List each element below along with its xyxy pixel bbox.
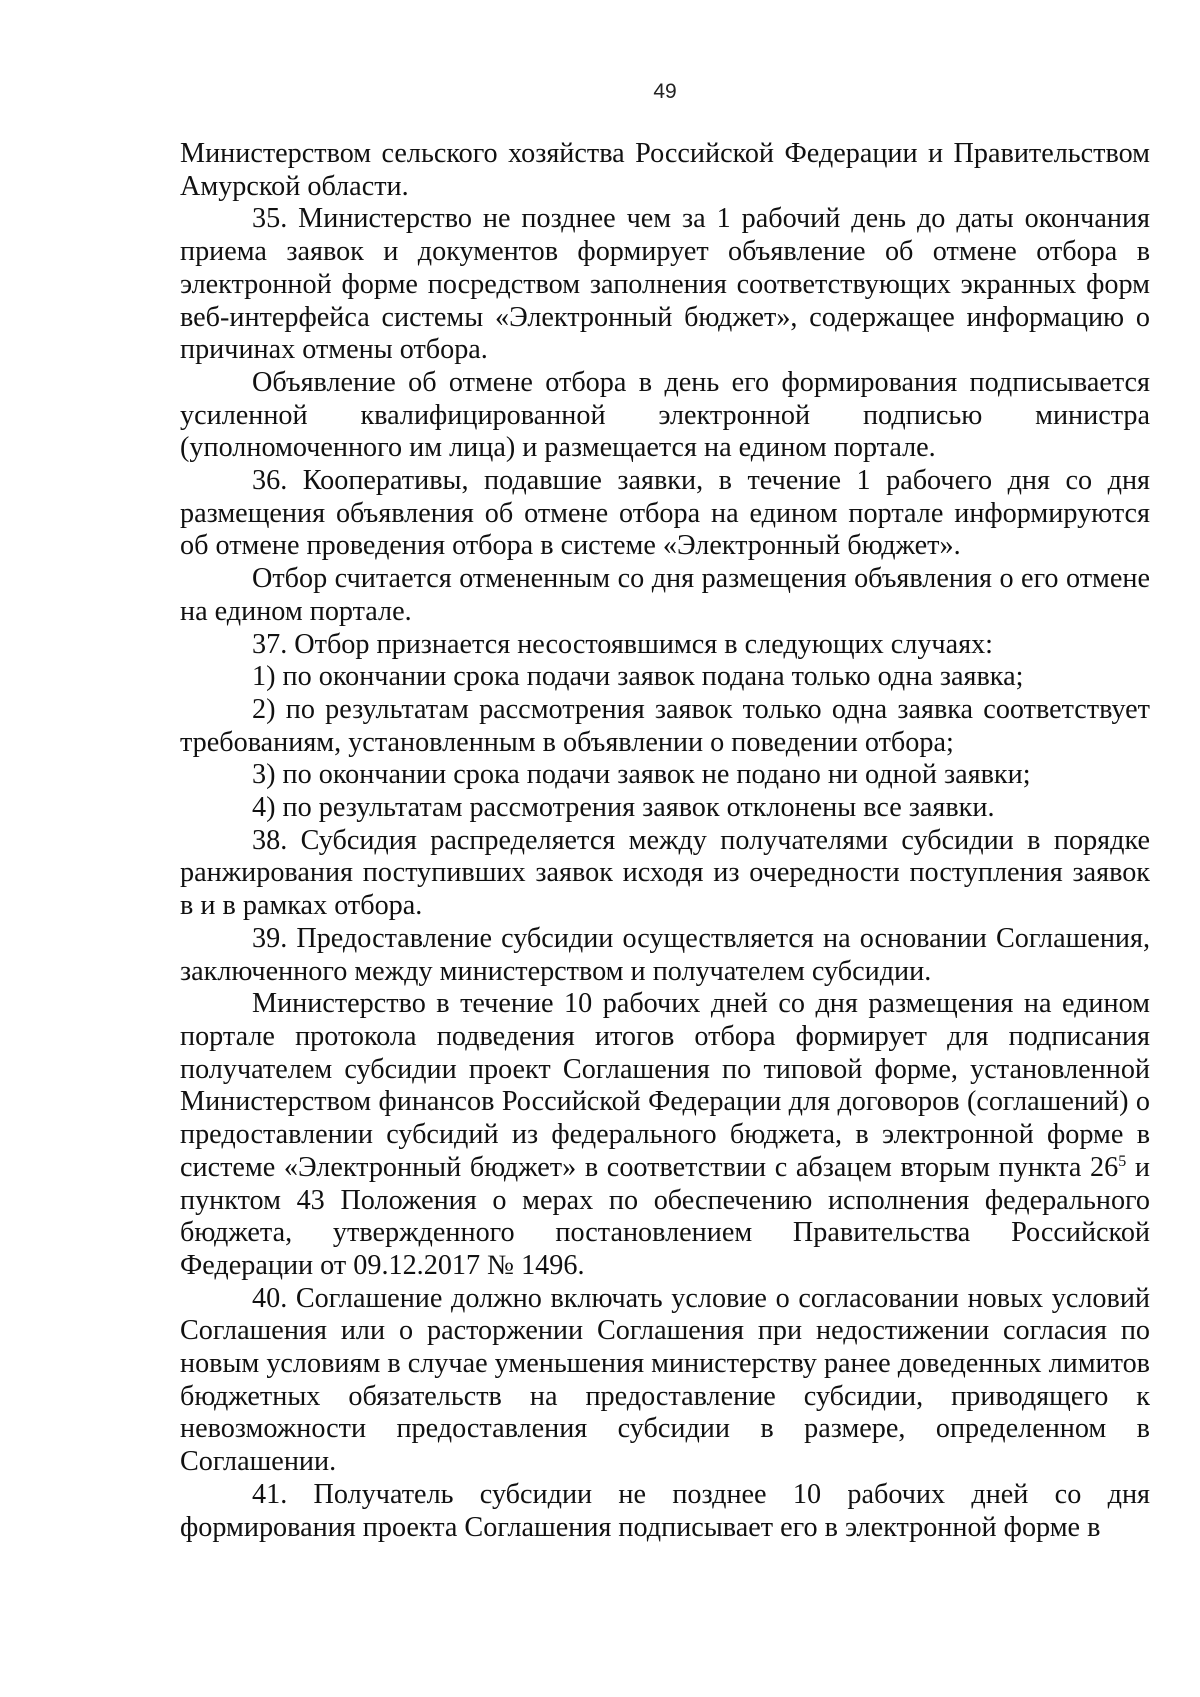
paragraph-agreement-preparation bbox=[180, 988, 1150, 1282]
paragraph-item-35: 35. Министерство не позднее чем за 1 рабочий день до даты окончания приема заявок и документов формирует объявление об отмене отбора в электронной форме посредством заполнения соответствующих экранных форм веб-интерфейса системы «Электронный бюджет», содержащее информацию о причинах отмены отбора. bbox=[180, 203, 1150, 366]
paragraph-item-37: 37. Отбор признается несостоявшимся в следующих случаях: bbox=[252, 628, 994, 660]
paragraph-cancel-effective: Отбор считается отмененным со дня размещения объявления о его отмене на едином портале. bbox=[180, 563, 1150, 627]
paragraph-subitem-3: 3) по окончании срока подачи заявок не подано ни одной заявки; bbox=[252, 759, 1031, 791]
paragraph-item-40: 40. Соглашение должно включать условие о согласовании новых условий Соглашения или о расторжении Соглашения при недостижении согласия по новым условиям в случае уменьшения министерству ранее доведенных лимитов бюджетных обязательств на предоставление субсидии, приводящего к невозможности предоставления субсидии в размере, определенном в Соглашении. bbox=[180, 1282, 1150, 1478]
paragraph-item-39: 39. Предоставление субсидии осуществляется на основании Соглашения, заключенного между министерством и получателем субсидии. bbox=[180, 922, 1150, 987]
paragraph-cancel-announcement-signing: Объявление об отмене отбора в день его формирования подписывается усиленной квалифицированной электронной подписью министра (уполномоченного им лица) и размещается на едином портале. bbox=[180, 366, 1150, 464]
superscript-index: 5 bbox=[1118, 1152, 1127, 1170]
paragraph-text-after-footnote: и пунктом 43 Положения о мерах по обеспечению исполнения федерального бюджета, утвержденного постановлением Правительства Российской Федерации от 09.12.2017 № 1496. bbox=[180, 1151, 1150, 1281]
paragraph-continuation: Министерством сельского хозяйства Российской Федерации и Правительством Амурской области. bbox=[180, 138, 1150, 202]
paragraph-item-41: 41. Получатель субсидии не позднее 10 рабочих дней со дня формирования проекта Соглашения подписывает его в электронной форме в bbox=[180, 1478, 1150, 1543]
paragraph-item-38: 38. Субсидия распределяется между получателями субсидии в порядке ранжирования поступивших заявок исходя из очередности поступления заявок в и в рамках отбора. bbox=[180, 824, 1150, 922]
paragraph-item-36: 36. Кооперативы, подавшие заявки, в течение 1 рабочего дня со дня размещения объявления об отмене отбора на едином портале информируются об отмене проведения отбора в системе «Электронный бюджет». bbox=[180, 465, 1150, 562]
paragraph-text-before-footnote: Министерство в течение 10 рабочих дней со дня размещения на едином портале протокола подведения итогов отбора формирует для подписания получателем субсидии проект Соглашения по типовой форме, установленной Министерством финансов Российской Федерации для договоров (соглашений) о предоставлении субсидий из федерального бюджета, в электронной форме в системе «Электронный бюджет» в соответствии с абзацем вторым пункта 26 bbox=[180, 988, 1150, 1183]
document-body bbox=[180, 138, 1150, 1544]
paragraph-subitem-2: 2) по результатам рассмотрения заявок только одна заявка соответствует требованиям, установленным в объявлении о поведении отбора; bbox=[180, 693, 1150, 758]
paragraph-subitem-1: 1) по окончании срока подачи заявок подана только одна заявка; bbox=[252, 661, 1024, 693]
paragraph-subitem-4: 4) по результатам рассмотрения заявок отклонены все заявки. bbox=[252, 792, 995, 824]
page-number: 49 bbox=[653, 80, 677, 103]
